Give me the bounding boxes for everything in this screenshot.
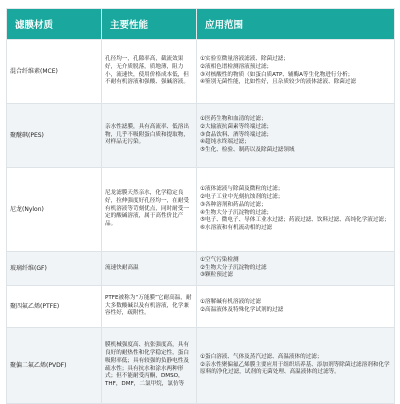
table-header-row	[7, 9, 395, 40]
header-application: 应用范围	[197, 9, 395, 40]
application-item: ③各种溶剂和药品的过滤；	[200, 201, 267, 208]
application-cell	[197, 104, 395, 168]
application-item: ①空气污染检测	[200, 256, 239, 263]
header-performance: 主要性能	[102, 9, 197, 40]
application-cell	[197, 286, 395, 328]
table-row	[7, 252, 395, 286]
filter-membrane-table	[6, 8, 395, 404]
application-item: ③食品饮料、酒等终端过滤；	[200, 131, 273, 138]
material-cell: 尼龙(Nylon)	[7, 168, 102, 252]
application-item: ①溶解碱有机溶液的过滤	[200, 298, 261, 305]
material-cell: 玻璃纤维(GF)	[7, 252, 102, 286]
application-item: ②大输液抗菌素等终端过滤；	[200, 123, 273, 130]
performance-cell: PTFE被称为“万能膜”它耐高温，耐大多数酸碱以及有机溶液，化学兼容性好，疏附性。	[102, 286, 197, 328]
application-item: ②电子工业中光刻抗蚀剂的过滤；	[200, 194, 284, 201]
performance-cell: 膜机械强度高、抗张强度高，具有良好的耐热性和化学稳定性，蛋白吸附率低；具有较强的负静电性及疏水性；具有抗水和涂水两种形式；但不能耐受丙酮，DMSO，THF，DMF，二氯甲烷，氯仿等	[102, 328, 197, 404]
table-row	[7, 40, 395, 104]
material-cell: 混合纤维素(MCE)	[7, 40, 102, 104]
application-item: ②生物大分子沉淀物的过滤	[200, 264, 267, 271]
application-cell	[197, 328, 395, 404]
application-item: ③颗粒预过滤	[200, 272, 233, 279]
material-cell: 聚四氟乙烯(PTFE)	[7, 286, 102, 328]
application-item: ①液体滤液与除菌及微粒的过滤；	[200, 186, 284, 193]
application-item: ①蛋白溶液、气体及蒸汽过滤、高温液体的过滤；	[200, 353, 323, 360]
performance-cell: 孔径均一，孔隙率高，截流效果好，无介质脱落，质地薄，阻力小，流速快，使用价格成本低，但不耐有机溶液和强酸、强碱溶液。	[102, 40, 197, 104]
application-item: ⑥水溶液和有机流动相的过滤	[200, 224, 273, 231]
application-item: ②亲水性聚偏氟乙烯膜主要应用于组织培养基、添加剂等除菌过滤溶剂和化学原料的净化过滤，试剂的无菌处理、高温液体的过滤等。	[200, 361, 390, 376]
application-item: ③对核酸性的物质（如蛋白质ATP、辅酶A等生化物进行分析；	[200, 71, 354, 78]
application-item: ④超纯水终端过滤；	[200, 139, 250, 146]
table-row	[7, 104, 395, 168]
application-cell	[197, 40, 395, 104]
performance-cell: 亲水性滤膜，具有高流率、低溶出物，几乎不吸附蛋白质和提取物，对样品无污染。	[102, 104, 197, 168]
material-cell: 聚偏二氟乙烯(PVDF)	[7, 328, 102, 404]
material-cell: 聚醚砜(PES)	[7, 104, 102, 168]
application-cell	[197, 252, 395, 286]
application-item: ④鉴别无菌性能，比如性好，且杂质较少的液体滤液、除菌过滤	[200, 79, 357, 86]
application-item: ⑤生化、检验、制药以及除菌过滤领域	[200, 147, 295, 154]
table-row	[7, 286, 395, 328]
performance-cell: 尼龙滤膜天然亲水，化学稳定良好，拉伸强度好孔径均一，在耐受有机溶液等苛刻优点，同时耐受一定的酸碱溶液，属于高性价比产品。	[102, 168, 197, 252]
application-item: ①实验室微量溶液滤液、除菌过滤；	[200, 56, 289, 63]
performance-cell: 流速快耐高温	[102, 252, 197, 286]
application-item: ②高温液体及特殊化学试剂的过滤	[200, 306, 284, 313]
header-material: 滤膜材质	[7, 9, 102, 40]
application-item: ②液相色谱检测溶液预过滤；	[200, 63, 273, 70]
application-item: ①医药生物和血清的过滤；	[200, 116, 267, 123]
application-item: ④生物大分子沉淀物的过滤；	[200, 209, 273, 216]
table-row	[7, 328, 395, 404]
table-row	[7, 168, 395, 252]
application-cell	[197, 168, 395, 252]
application-item: ⑤电子、微电子、导体工业水过滤；药液过滤、饮料过滤、高纯化学液过滤；	[200, 217, 390, 224]
